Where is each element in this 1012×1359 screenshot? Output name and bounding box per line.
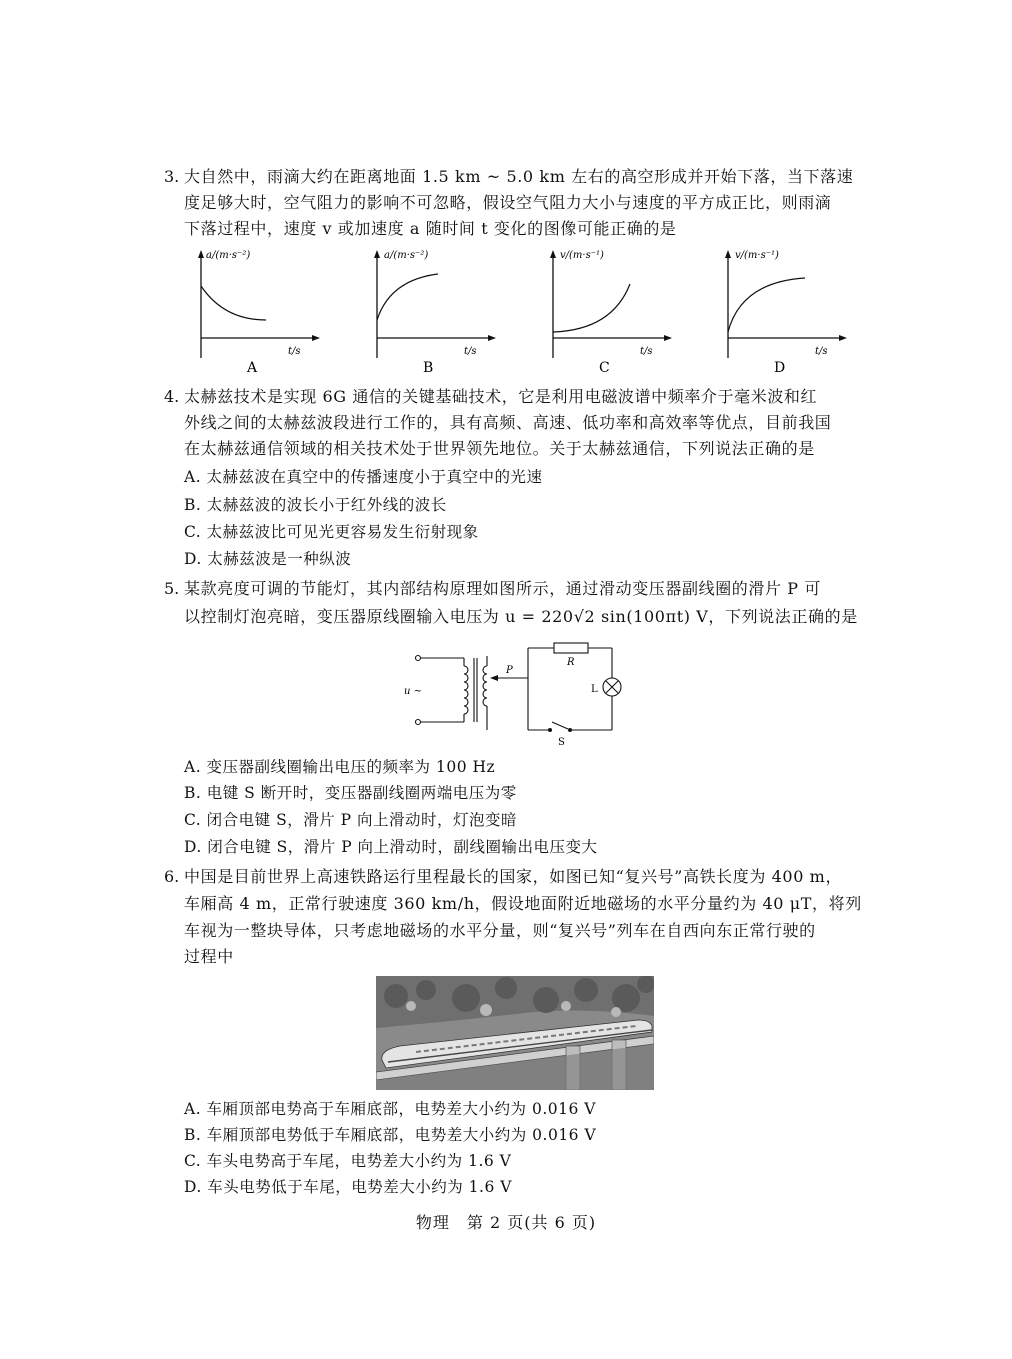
- graph-d-option: D: [774, 360, 786, 376]
- circuit-u-label: u ~: [404, 686, 422, 697]
- q3-line-1: 大自然中，雨滴大约在距离地面 1.5 km ~ 5.0 km 左右的高空形成并开始下落，当下落速: [184, 167, 854, 186]
- q4-option-c: C. 太赫兹波比可见光更容易发生衍射现象: [184, 523, 479, 541]
- q6-option-a: A. 车厢顶部电势高于车厢底部，电势差大小约为 0.016 V: [184, 1100, 596, 1118]
- q4-option-b: B. 太赫兹波的波长小于红外线的波长: [184, 496, 447, 514]
- q6-line-1: 中国是目前世界上高速铁路运行里程最长的国家，如图已知“复兴号”高铁长度为 400 m，: [184, 867, 843, 886]
- graph-b-option: B: [423, 360, 434, 376]
- q4-option-d: D. 太赫兹波是一种纵波: [184, 550, 352, 568]
- q5-option-a: A. 变压器副线圈输出电压的频率为 100 Hz: [184, 758, 496, 776]
- q6-line-3: 车视为一整块导体，只考虑地磁场的水平分量，则“复兴号”列车在自西向东正常行驶的: [184, 921, 816, 940]
- circuit-p-label: P: [506, 665, 513, 676]
- q5-option-b: B. 电键 S 断开时，变压器副线圈两端电压为零: [184, 784, 517, 802]
- graph-a-ylabel: a/(m·s⁻²): [206, 250, 251, 261]
- transformer-circuit-diagram: [404, 636, 636, 748]
- graph-a-option: A: [247, 360, 258, 376]
- q3-line-2: 度足够大时，空气阻力的影响不可忽略，假设空气阻力大小与速度的平方成正比，则雨滴: [184, 193, 832, 212]
- q4-option-a: A. 太赫兹波在真空中的传播速度小于真空中的光速: [184, 468, 543, 486]
- q6-option-c: C. 车头电势高于车尾，电势差大小约为 1.6 V: [184, 1152, 512, 1170]
- q4-line-1: 太赫兹技术是实现 6G 通信的关键基础技术，它是利用电磁波谱中频率介于毫米波和红: [184, 387, 818, 406]
- circuit-s-label: S: [558, 737, 565, 748]
- q6-option-d: D. 车头电势低于车尾，电势差大小约为 1.6 V: [184, 1178, 512, 1196]
- graph-c-option: C: [599, 360, 610, 376]
- q5-line-2: 以控制灯泡亮暗，变压器原线圈输入电压为 u = 220√2 sin(100πt) V，下列说法正确的是: [184, 607, 858, 626]
- q6-line-2: 车厢高 4 m，正常行驶速度 360 km/h，假设地面附近地磁场的水平分量约为 40 μT，将列: [184, 894, 862, 913]
- q4-line-3: 在太赫兹通信领域的相关技术处于世界领先地位。关于太赫兹通信，下列说法正确的是: [184, 439, 815, 458]
- graph-b-xlabel: t/s: [464, 346, 477, 357]
- page-footer: 物理 第 2 页(共 6 页): [415, 1213, 597, 1232]
- q3-number: 3.: [164, 167, 180, 186]
- q3-line-3: 下落过程中，速度 v 或加速度 a 随时间 t 变化的图像可能正确的是: [184, 219, 677, 238]
- q6-number: 6.: [164, 867, 180, 886]
- q6-line-4: 过程中: [184, 947, 234, 966]
- q5-option-c: C. 闭合电键 S，滑片 P 向上滑动时，灯泡变暗: [184, 811, 517, 829]
- graph-b: [360, 246, 500, 376]
- q5-number: 5.: [164, 579, 180, 598]
- q6-option-b: B. 车厢顶部电势低于车厢底部，电势差大小约为 0.016 V: [184, 1126, 597, 1144]
- graph-d-ylabel: v/(m·s⁻¹): [735, 250, 779, 261]
- q4-number: 4.: [164, 387, 180, 406]
- graph-d-xlabel: t/s: [815, 346, 828, 357]
- graph-d: [711, 246, 851, 376]
- graph-b-ylabel: a/(m·s⁻²): [384, 250, 429, 261]
- graph-a: [184, 246, 324, 376]
- graph-c-xlabel: t/s: [640, 346, 653, 357]
- graph-c: [536, 246, 676, 376]
- circuit-l-label: L: [591, 684, 598, 695]
- q5-line-1: 某款亮度可调的节能灯，其内部结构原理如图所示，通过滑动变压器副线圈的滑片 P 可: [184, 579, 821, 598]
- q5-option-d: D. 闭合电键 S，滑片 P 向上滑动时，副线圈输出电压变大: [184, 838, 598, 856]
- q4-line-2: 外线之间的太赫兹波段进行工作的，具有高频、高速、低功率和高效率等优点，目前我国: [184, 413, 832, 432]
- high-speed-train-photo: [376, 976, 654, 1090]
- graph-c-ylabel: v/(m·s⁻¹): [560, 250, 604, 261]
- graph-a-xlabel: t/s: [288, 346, 301, 357]
- circuit-r-label: R: [567, 657, 575, 668]
